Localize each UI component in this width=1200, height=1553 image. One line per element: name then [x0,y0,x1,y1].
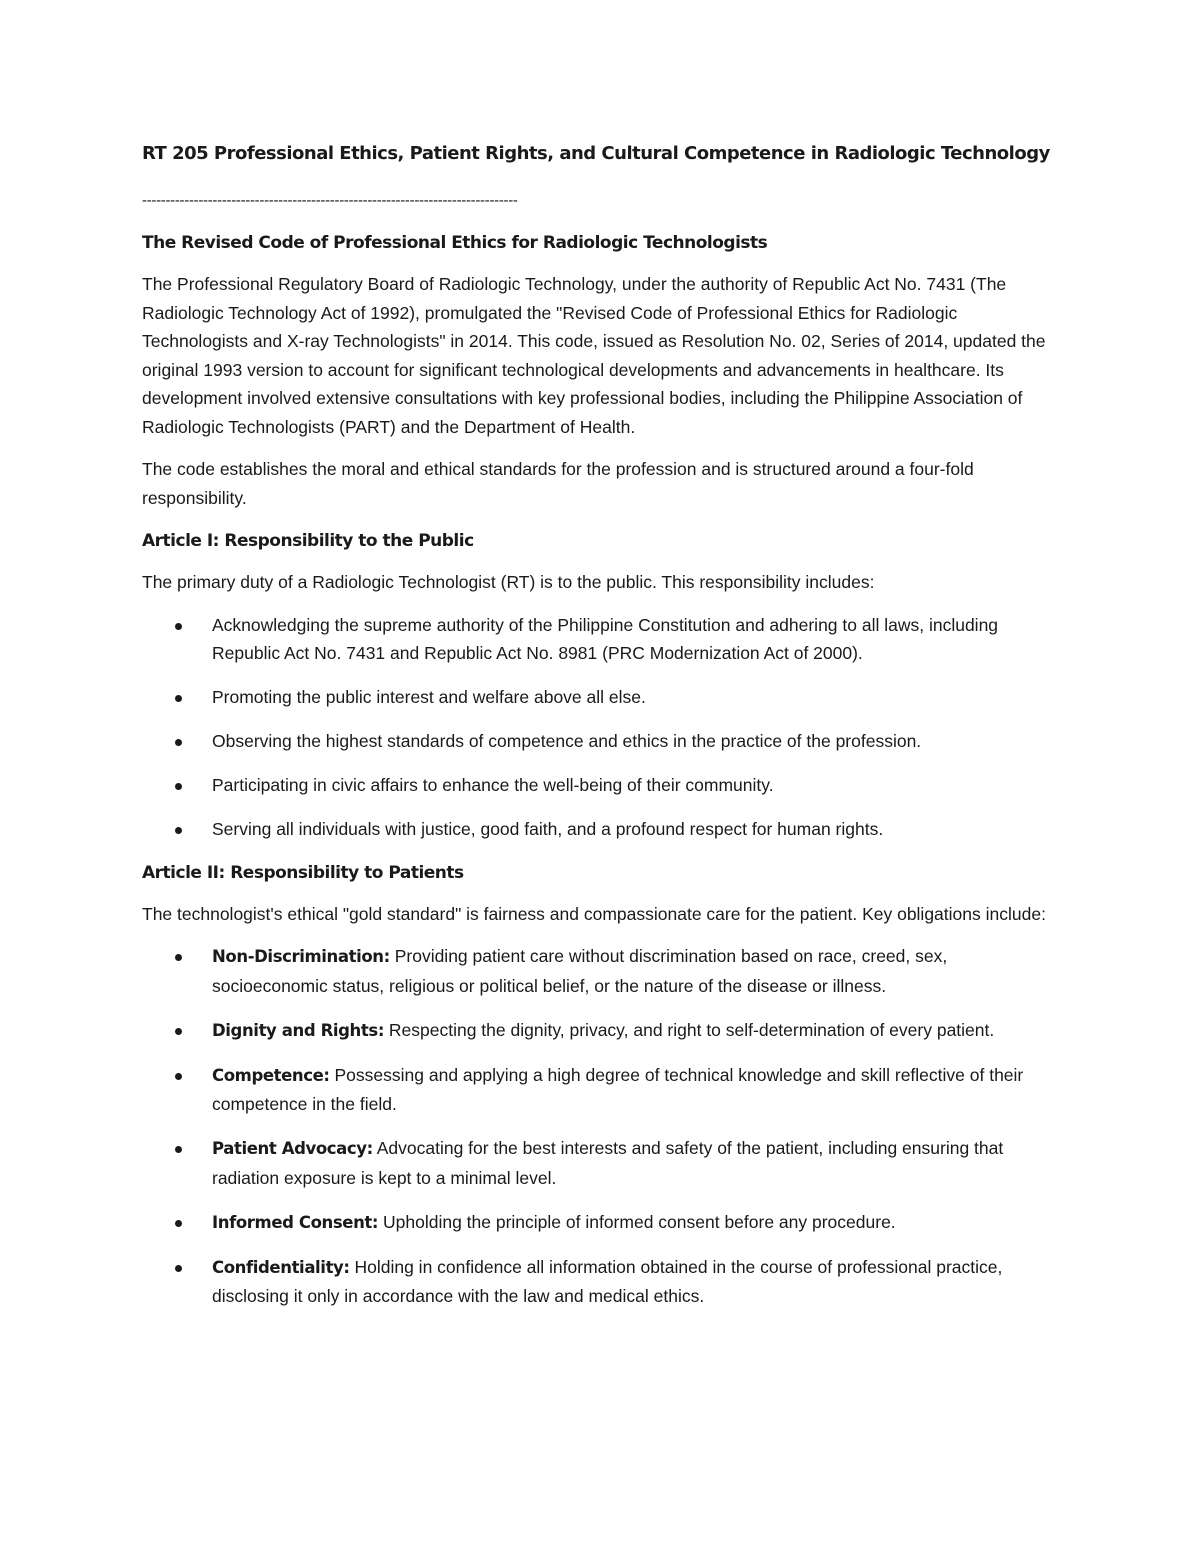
term-label: Patient Advocacy: [212,1139,373,1158]
list-item [142,611,1057,668]
list-item [142,1253,1057,1311]
term-label: Confidentiality: [212,1257,350,1277]
list-item [142,942,1057,1000]
article-2-list [142,942,1057,1311]
bullet-icon [175,623,182,630]
section-heading-code: The Revised Code of Professional Ethics for Radiologic Technologists [142,233,768,253]
term-label: Dignity and Rights: [212,1020,385,1040]
list-item [142,727,1057,756]
document-title: RT 205 Professional Ethics, Patient Rights, and Cultural Competence in Radiologic Technology [142,143,1050,164]
article-2-heading: Article II: Responsibility to Patients [142,862,464,883]
list-item-text: Promoting the public interest and welfare above all else. [212,687,646,707]
term-description: Holding in confidence all information obtained in the course of professional practice, disclosing it only in accordance with the law and medical ethics. [212,1256,1003,1306]
term-label: Competence: [212,1065,330,1085]
document-body [142,140,1057,1326]
list-item-text: Observing the highest standards of competence and ethics in the practice of the profession. [212,731,922,751]
list-item-text: Participating in civic affairs to enhance the well-being of their community. [212,775,774,795]
term-description: Possessing and applying a high degree of technical knowledge and skill reflective of their competence in the field. [212,1064,1024,1114]
list-item [142,1061,1057,1119]
bullet-icon [175,1220,182,1227]
bullet-icon [175,827,182,834]
bullet-icon [175,1073,182,1080]
list-item [142,683,1057,712]
divider-line: -------------------------------------------------------------------------------- [142,192,518,209]
bullet-icon [175,1146,182,1153]
list-item-text: Serving all individuals with justice, good faith, and a profound respect for human rights. [212,819,884,839]
list-item-text: Acknowledging the supreme authority of the Philippine Constitution and adhering to all laws, including Republic Act No. 7431 and Republic Act No. 8981 (PRC Modernization Act of 2000). [212,614,999,663]
bullet-icon [175,1265,182,1272]
bullet-icon [175,695,182,702]
list-item [142,1016,1057,1046]
list-item [142,815,1057,844]
bullet-icon [175,783,182,790]
structure-paragraph: The code establishes the moral and ethical standards for the profession and is structured around a four-fold responsibility. [142,459,974,508]
list-item [142,1208,1057,1238]
list-item [142,771,1057,800]
article-2-intro: The technologist's ethical "gold standard" is fairness and compassionate care for the patient. Key obligations include: [142,903,1046,924]
article-1-intro: The primary duty of a Radiologic Technologist (RT) is to the public. This responsibility includes: [142,572,875,592]
term-label: Informed Consent: [212,1212,379,1232]
bullet-icon [175,954,182,961]
term-label: Non-Discrimination: [212,947,390,966]
intro-paragraph: The Professional Regulatory Board of Radiologic Technology, under the authority of Republic Act No. 7431 (The Radiologic Technology Act of 1992), promulgated the "Revised Code of Professional Ethics for Radiologic Technologists and X-ray Technologists" in 2014. This code, issued as Resolution No. 02, Series of 2014, updated the original 1993 version to account for significant technological developments and advancements in healthcare. Its development involved extensive consultations with key professional bodies, including the Philippine Association of Radiologic Technologists (PART) and the Department of Health. [142,274,1046,437]
term-description: Providing patient care without discrimination based on race, creed, sex, socioeconomic status, religious or political belief, or the nature of the disease or illness. [212,946,948,996]
list-item [142,1134,1057,1192]
bullet-icon [175,1028,182,1035]
term-description: Respecting the dignity, privacy, and right to self-determination of every patient. [384,1019,995,1040]
article-1-list [142,611,1057,844]
article-1-heading: Article I: Responsibility to the Public [142,531,474,551]
term-description: Advocating for the best interests and safety of the patient, including ensuring that radiation exposure is kept to a minimal level. [212,1138,1004,1188]
term-description: Upholding the principle of informed consent before any procedure. [378,1211,896,1232]
bullet-icon [175,739,182,746]
